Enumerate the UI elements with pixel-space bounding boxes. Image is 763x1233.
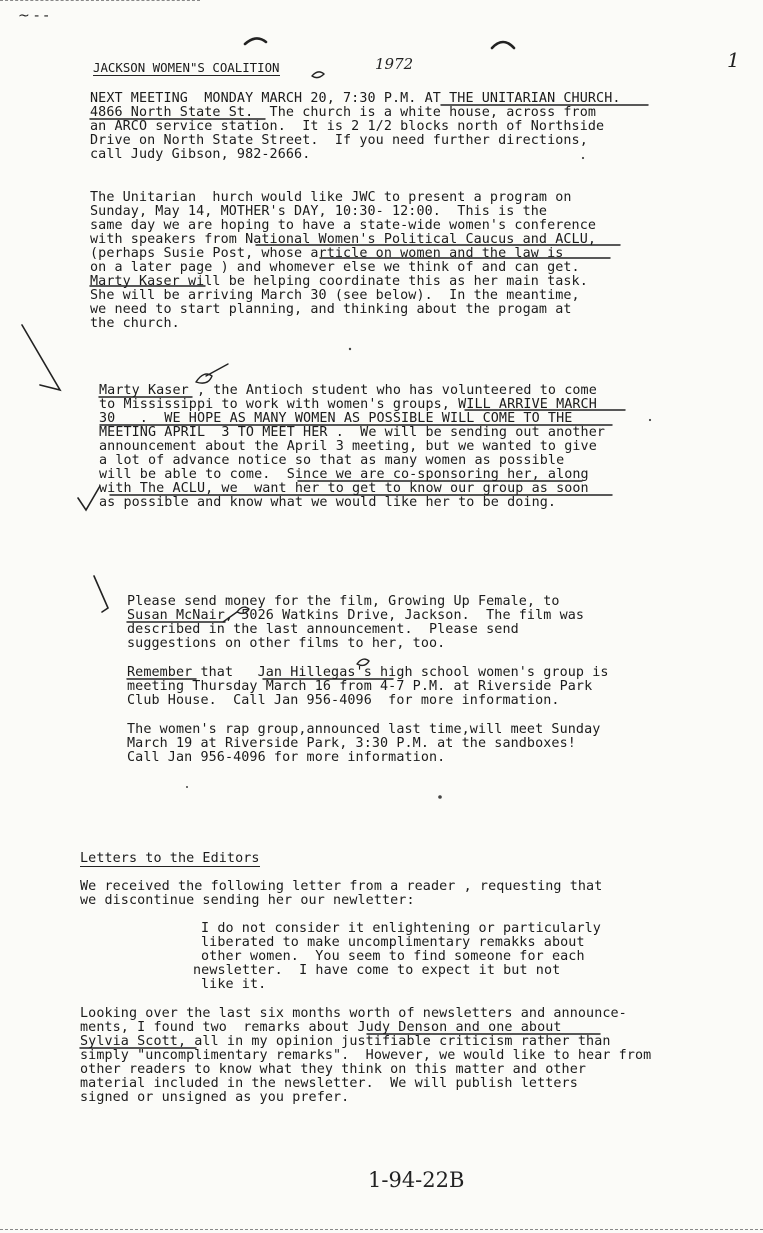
page-number: 1 [727, 48, 740, 72]
arrival-line: with The ACLU, we want her to get to know our group as soon [99, 481, 589, 496]
top-arc-mark [492, 42, 514, 48]
arrival-line: as possible and know what we would like her to be doing. [99, 495, 557, 510]
hs-line: meeting Thursday March 16 from 4-7 P.M. at Riverside Park [127, 679, 593, 694]
program-line: Marty Kaser will be helping coordinate this as her main task. [90, 274, 588, 289]
checkmark [78, 486, 100, 510]
quote-line: like it. [201, 977, 267, 992]
check-arrow-mark [94, 576, 108, 612]
program-line: (perhaps Susie Post, whose article on women and the law is [90, 246, 564, 261]
reply-line: Sylvia Scott, all in my opinion justifiable criticism rather than [80, 1034, 611, 1049]
program-line: Sunday, May 14, MOTHER's DAY, 10:30- 12:00. This is the [90, 204, 548, 219]
arrival-line: a lot of advance notice so that as many women as possible [99, 453, 565, 468]
quote-line: other women. You seem to find someone for each [201, 949, 585, 964]
reply-line: ments, I found two remarks about Judy Denson and one about [80, 1020, 562, 1035]
meeting-line: Drive on North State Street. If you need further directions, [90, 133, 588, 148]
hs-line: Club House. Call Jan 956-4096 for more information. [127, 693, 560, 708]
top-arc-mark [245, 38, 266, 44]
program-line: The Unitarian hurch would like JWC to present a program on [90, 190, 572, 205]
speck [582, 157, 584, 159]
reply-line: other readers to know what they think on this matter and other [80, 1062, 587, 1077]
quote-line: newsletter. I have come to expect it but not [193, 963, 561, 978]
org-title: JACKSON WOMEN"S COALITION [93, 60, 280, 75]
check-arrow-mark [22, 325, 60, 390]
meeting-line: call Judy Gibson, 982-2666. [90, 147, 311, 162]
reply-line: Looking over the last six months worth of newsletters and announce- [80, 1006, 627, 1021]
program-line: with speakers from National Women's Political Caucus and ACLU, [90, 232, 597, 247]
scan-edge-bottom [0, 1229, 763, 1230]
intro-line: we discontinue sending her our newletter: [80, 893, 415, 908]
meeting-line: NEXT MEETING MONDAY MARCH 20, 7:30 P.M. AT THE UNITARIAN CHURCH. [90, 91, 621, 106]
program-line: the church. [90, 316, 180, 331]
film-line: Susan McNair, 5026 Watkins Drive, Jackson. The film was [127, 608, 585, 623]
arrival-line: Marty Kaser , the Antioch student who has volunteered to come [99, 383, 597, 398]
footer-handwritten-number: 1-94-22B [368, 1168, 465, 1192]
speck [186, 786, 188, 788]
scan-edge-top [0, 0, 200, 1]
rap-line: The women's rap group,announced last time,will meet Sunday [127, 722, 601, 737]
film-line: suggestions on other films to her, too. [127, 636, 446, 651]
film-line: described in the last announcement. Please send [127, 622, 519, 637]
reply-line: simply "uncomplimentary remarks". However, we would like to hear from [80, 1048, 652, 1063]
meeting-line: an ARCO service station. It is 2 1/2 blocks north of Northside [90, 119, 605, 134]
program-line: on a later page ) and whomever else we think of and can get. [90, 260, 580, 275]
program-line: we need to start planning, and thinking about the progam at [90, 302, 572, 317]
scribble-mark [312, 72, 324, 78]
letters-heading: Letters to the Editors [80, 851, 260, 866]
film-line: Please send money for the film, Growing Up Female, to [127, 594, 560, 609]
program-line: same day we are hoping to have a state-wide women's conference [90, 218, 597, 233]
intro-line: We received the following letter from a reader , requesting that [80, 879, 603, 894]
year-handwritten: 1972 [375, 55, 414, 73]
scribble-mark [196, 374, 212, 383]
arrival-line: announcement about the April 3 meeting, but we wanted to give [99, 439, 597, 454]
scribble-mark [206, 364, 228, 376]
arrival-line: will be able to come. Since we are co-sponsoring her, along [99, 467, 589, 482]
arrival-line: MEETING APRIL 3 TO MEET HER . We will be sending out another [99, 425, 606, 440]
rap-line: March 19 at Riverside Park, 3:30 P.M. at the sandboxes! [127, 736, 576, 751]
speck [349, 348, 351, 350]
reply-line: material included in the newsletter. We will publish letters [80, 1076, 578, 1091]
meeting-line: 4866 North State St. The church is a white house, across from [90, 105, 597, 120]
reply-line: signed or unsigned as you prefer. [80, 1090, 350, 1105]
rap-line: Call Jan 956-4096 for more information. [127, 750, 446, 765]
arrival-line: to Mississippi to work with women's groups, WILL ARRIVE MARCH [99, 397, 597, 412]
corner-marks: ~ - - [18, 8, 49, 24]
quote-line: liberated to make uncomplimentary remakks about [201, 935, 585, 950]
hs-line: Remember that Jan Hillegas's high school women's group is [127, 665, 609, 680]
quote-line: I do not consider it enlightening or particularly [201, 921, 601, 936]
speck [438, 795, 442, 799]
program-line: She will be arriving March 30 (see below). In the meantime, [90, 288, 580, 303]
speck [649, 419, 651, 421]
arrival-line: 30 . WE HOPE AS MANY WOMEN AS POSSIBLE WILL COME TO THE [99, 411, 573, 426]
